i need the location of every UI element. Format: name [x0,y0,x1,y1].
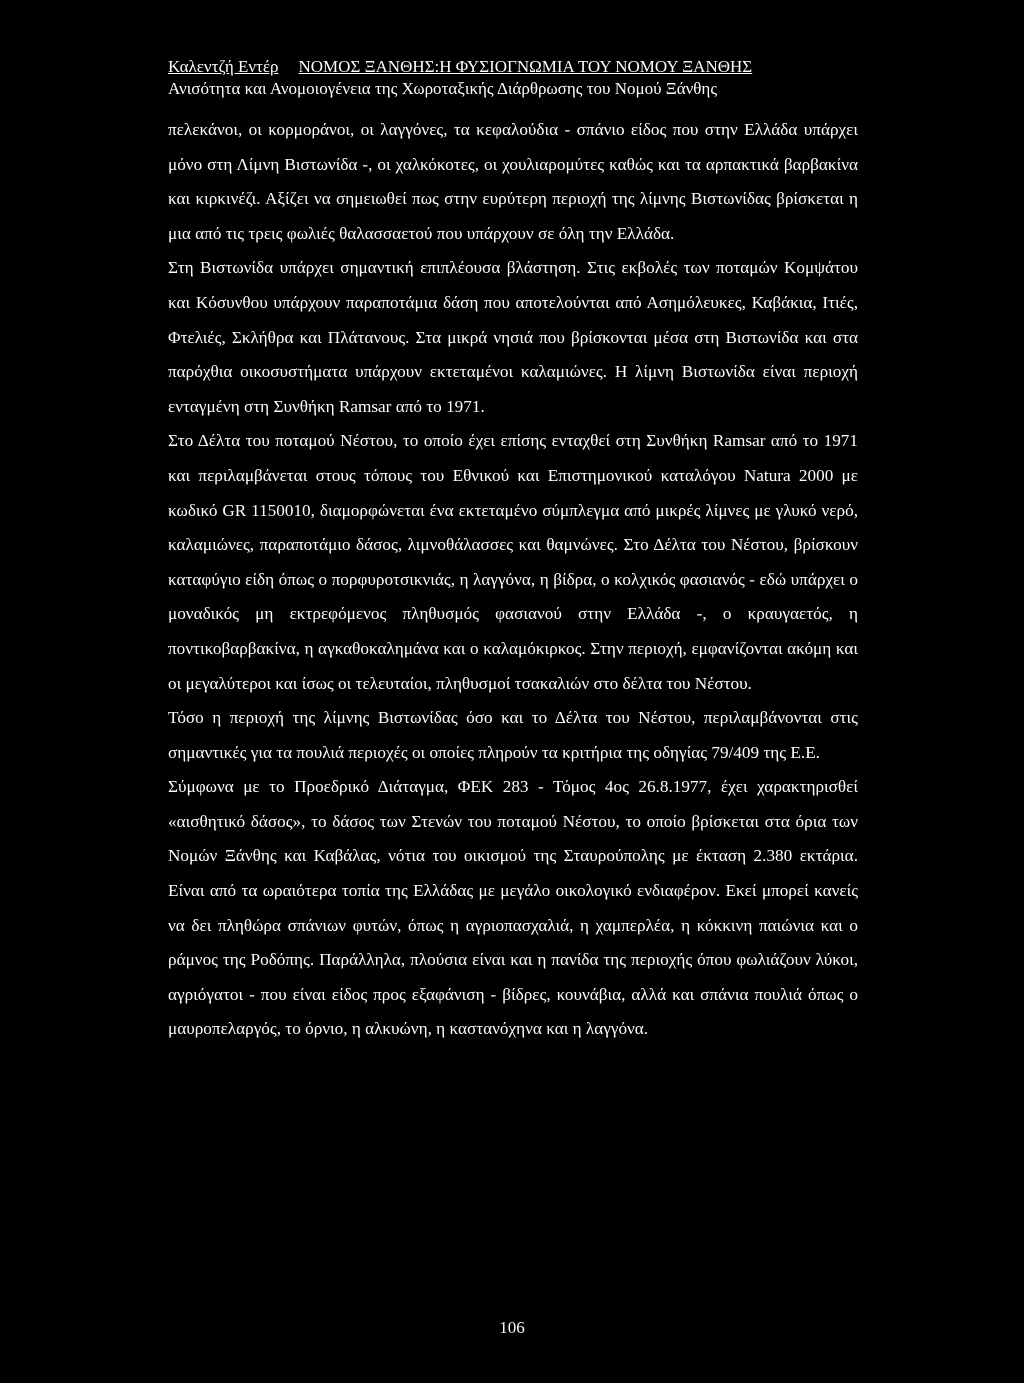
body-text [168,113,858,1047]
paragraph: πελεκάνοι, οι κορμοράνοι, οι λαγγόνες, τα κεφαλούδια - σπάνιο είδος που στην Ελλάδα υπάρχει μόνο στη Λίμνη Βιστωνίδα -, οι χαλκόκοτες, οι χουλιαρομύτες καθώς και τα αρπακτικά βαρβακίνα και κιρκινέζι. Αξίζει να σημειωθεί πως στην ευρύτερη περιοχή της λίμνης Βιστωνίδας βρίσκεται η μια από τις τρεις φωλιές θαλασσαετού που υπάρχουν σε όλη την Ελλάδα. [168,120,858,243]
running-header [168,56,868,100]
paragraph: Σύμφωνα με το Προεδρικό Διάταγμα, ΦΕΚ 283 - Τόμος 4ος 26.8.1977, έχει χαρακτηρισθεί «αισθητικό δάσος», το δάσος των Στενών του ποταμού Νέστου, το οποίο βρίσκεται στα όρια των Νομών Ξάνθης και Καβάλας, νότια του οικισμού της Σταυρούπολης με έκταση 2.380 εκτάρια. Είναι από τα ωραιότερα τοπία της Ελλάδας με μεγάλο οικολογικό ενδιαφέρον. Εκεί μπορεί κανείς να δει πληθώρα σπάνιων φυτών, όπως η αγριοπασχαλιά, η χαμπερλέα, η κόκκινη παιώνια και ο ράμνος της Ροδόπης. Παράλληλα, πλούσια είναι και η πανίδα της περιοχής όπου φωλιάζουν λύκοι, αγριόγατοι - που είναι είδος προς εξαφάνιση - βίδρες, κουνάβια, αλλά και σπάνια πουλιά όπως ο μαυροπελαργός, το όρνιο, η αλκυώνη, η καστανόχηνα και η λαγγόνα. [168,777,858,1039]
header-title-line [168,56,868,78]
page-number: 106 [499,1318,525,1337]
paragraph: Τόσο η περιοχή της λίμνης Βιστωνίδας όσο και το Δέλτα του Νέστου, περιλαμβάνονται στις σημαντικές για τα πουλιά περιοχές οι οποίες πληρούν τα κριτήρια της οδηγίας 79/409 της Ε.Ε. [168,708,858,762]
paragraph: Στη Βιστωνίδα υπάρχει σημαντική επιπλέουσα βλάστηση. Στις εκβολές των ποταμών Κομψάτου και Κόσυνθου υπάρχουν παραποτάμια δάση που αποτελούνται από Ασημόλευκες, Καβάκια, Ιτιές, Φτελιές, Σκλήθρα και Πλάτανους. Στα μικρά νησιά που βρίσκονται μέσα στη Βιστωνίδα και στα παρόχθια οικοσυστήματα υπάρχουν εκτεταμένοι καλαμιώνες. Η λίμνη Βιστωνίδα είναι περιοχή ενταγμένη στη Συνθήκη Ramsar από το 1971. [168,258,858,416]
header-subtitle: Ανισότητα και Ανομοιογένεια της Χωροταξικής Διάρθρωσης του Νομού Ξάνθης [168,79,718,98]
header-author: Καλεντζή Εντέρ [168,57,279,76]
header-book-title: ΝΟΜΟΣ ΞΑΝΘΗΣ:Η ΦΥΣΙΟΓΝΩΜΙΑ ΤΟΥ ΝΟΜΟΥ ΞΑΝΘΗΣ [298,57,753,76]
paragraph: Στο Δέλτα του ποταμού Νέστου, το οποίο έχει επίσης ενταχθεί στη Συνθήκη Ramsar από το 1971 και περιλαμβάνεται στους τόπους του Εθνικού και Επιστημονικού καταλόγου Natura 2000 με κωδικό GR 1150010, διαμορφώνεται ένα εκτεταμένο σύμπλεγμα από μικρές λίμνες με γλυκό νερό, καλαμιώνες, παραποτάμιο δάσος, λιμνοθάλασσες και θαμνώνες. Στο Δέλτα του Νέστου, βρίσκουν καταφύγιο είδη όπως ο πορφυροτσικνιάς, η λαγγόνα, η βίδρα, ο κολχικός φασιανός - εδώ υπάρχει ο μοναδικός μη εκτρεφόμενος πληθυσμός φασιανού στην Ελλάδα -, ο κραυγαετός, η ποντικοβαρβακίνα, η αγκαθοκαλημάνα και ο καλαμόκιρκος. Στην περιοχή, εμφανίζονται ακόμη και οι μεγαλύτεροι και ίσως οι τελευταίοι, πληθυσμοί τσακαλιών στο δέλτα του Νέστου. [168,431,858,693]
